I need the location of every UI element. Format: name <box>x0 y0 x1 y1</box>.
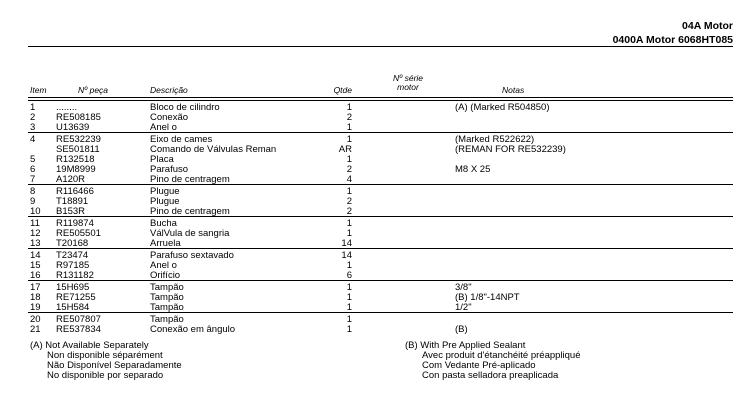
cell-item: 3 <box>30 122 36 133</box>
table-row <box>28 197 733 207</box>
cell-part-number: RE532239 <box>56 134 101 145</box>
cell-part-number: T20168 <box>56 238 89 249</box>
column-header-item: Item <box>30 85 47 95</box>
cell-part-number: ........ <box>56 102 78 113</box>
cell-description: Parafuso sextavado <box>150 250 234 261</box>
cell-description: Parafuso <box>150 164 189 175</box>
cell-part-number: R116466 <box>56 186 94 197</box>
cell-description: Conexão <box>150 112 189 123</box>
cell-item: 19 <box>30 302 41 313</box>
table-row <box>28 219 733 229</box>
legend-sealant <box>405 341 581 381</box>
cell-quantity: 4 <box>346 174 352 185</box>
legend-line: (B) With Pre Applied Sealant <box>405 340 526 351</box>
cell-part-number: 19M8999 <box>56 164 96 175</box>
table-row <box>28 103 733 113</box>
legend-line: Não Disponível Separadamente <box>47 360 182 371</box>
cell-part-number: A120R <box>56 174 86 185</box>
cell-item: 1 <box>30 102 36 113</box>
cell-part-number: RE537834 <box>56 324 101 335</box>
cell-description: Arruela <box>150 238 181 249</box>
cell-description: Conexão em ângulo <box>150 324 236 335</box>
cell-item: 21 <box>30 324 41 335</box>
cell-quantity: 1 <box>346 302 352 313</box>
table-row-group <box>28 216 733 247</box>
cell-part-number: T18891 <box>56 196 89 207</box>
cell-item: 11 <box>30 218 40 229</box>
cell-part-number: R119874 <box>56 218 94 229</box>
column-header-notes: Notas <box>502 85 525 95</box>
cell-quantity: 6 <box>346 270 352 281</box>
cell-item: 6 <box>30 164 36 175</box>
cell-item: 9 <box>30 196 36 207</box>
cell-quantity: 1 <box>346 292 352 303</box>
cell-quantity: 2 <box>346 196 352 207</box>
cell-quantity: 1 <box>346 154 352 165</box>
table-row-group <box>28 280 733 311</box>
cell-description: VálVula de sangria <box>150 228 230 239</box>
cell-description: Comando de Válvulas Reman <box>150 144 277 155</box>
cell-description: Tampão <box>150 292 184 303</box>
cell-part-number: T23474 <box>56 250 89 261</box>
cell-item: 20 <box>30 314 41 325</box>
cell-item: 7 <box>30 174 36 185</box>
cell-description: Pino de centragem <box>150 174 230 185</box>
column-header-quantity: Qtde <box>333 85 352 95</box>
table-row-group <box>28 100 733 131</box>
cell-quantity: 2 <box>346 206 352 217</box>
table-row <box>28 261 733 271</box>
table-row <box>28 293 733 303</box>
cell-notes: (B) 1/8"-14NPT <box>455 292 520 303</box>
cell-item: 13 <box>30 238 41 249</box>
table-row-group <box>28 132 733 183</box>
legend-line: Com Vedante Pré-aplicado <box>422 360 536 371</box>
table-row <box>28 145 733 155</box>
cell-description: Plugue <box>150 196 180 207</box>
cell-part-number: U13639 <box>56 122 90 133</box>
cell-quantity: 1 <box>346 260 352 271</box>
table-row-group <box>28 248 733 279</box>
cell-description: Eixo de cames <box>150 134 213 145</box>
table-row <box>28 325 733 335</box>
table-row <box>28 315 733 325</box>
cell-description: Anel o <box>150 122 177 133</box>
cell-item: 10 <box>30 206 41 217</box>
cell-quantity: 1 <box>346 122 352 133</box>
cell-part-number: 15H695 <box>56 282 90 293</box>
table-header-divider <box>28 97 733 98</box>
cell-part-number: R132518 <box>56 154 95 165</box>
cell-description: Placa <box>150 154 174 165</box>
cell-item: 5 <box>30 154 36 165</box>
cell-item: 4 <box>30 134 36 145</box>
cell-description: Bucha <box>150 218 177 229</box>
cell-description: Plugue <box>150 186 180 197</box>
cell-quantity: 1 <box>346 314 352 325</box>
table-row <box>28 251 733 261</box>
cell-description: Tampão <box>150 302 184 313</box>
table-row <box>28 135 733 145</box>
legend-line: No disponible por separado <box>47 370 164 381</box>
cell-quantity: 14 <box>341 250 352 261</box>
table-row <box>28 187 733 197</box>
cell-quantity: 1 <box>346 282 352 293</box>
cell-item: 14 <box>30 250 41 261</box>
table-row <box>28 283 733 293</box>
cell-item: 17 <box>30 282 41 293</box>
header-section-title: 04A Motor <box>682 20 733 32</box>
cell-description: Bloco de cilindro <box>150 102 220 113</box>
cell-description: Tampão <box>150 314 184 325</box>
cell-quantity: 14 <box>341 238 352 249</box>
cell-item: 8 <box>30 186 36 197</box>
cell-item: 18 <box>30 292 41 303</box>
cell-item: 15 <box>30 260 41 271</box>
table-row-group <box>28 184 733 215</box>
cell-notes: (B) <box>455 324 468 335</box>
legend-line: Avec produit d'étanchéité préappliqué <box>422 350 581 361</box>
table-row <box>28 165 733 175</box>
cell-part-number: SE501811 <box>56 144 100 155</box>
cell-quantity: 1 <box>346 102 352 113</box>
cell-item: 12 <box>30 228 41 239</box>
column-header-description: Descrição <box>150 85 188 95</box>
cell-notes: 3/8" <box>455 282 472 293</box>
table-row <box>28 229 733 239</box>
table-row <box>28 155 733 165</box>
cell-notes: (REMAN FOR RE532239) <box>455 144 566 155</box>
cell-quantity: 1 <box>346 186 352 197</box>
cell-part-number: RE71255 <box>56 292 96 303</box>
cell-quantity: 1 <box>346 218 352 229</box>
cell-quantity: 1 <box>346 228 352 239</box>
cell-quantity: 2 <box>346 112 352 123</box>
column-header-serial-number: Nº série motor <box>392 73 424 92</box>
cell-part-number: R131182 <box>56 270 94 281</box>
cell-part-number: B153R <box>56 206 86 217</box>
header-divider <box>28 46 733 47</box>
cell-item: 2 <box>30 112 36 123</box>
cell-description: Orifício <box>150 270 181 281</box>
cell-quantity: 1 <box>346 324 352 335</box>
legend-not-available <box>30 341 182 381</box>
cell-description: Pino de centragem <box>150 206 230 217</box>
cell-quantity: 2 <box>346 164 352 175</box>
column-header-part-number: Nº peça <box>78 85 109 95</box>
table-row-group <box>28 312 733 333</box>
header-engine-model: 0400A Motor 6068HT085 <box>612 34 733 46</box>
cell-part-number: RE505501 <box>56 228 101 239</box>
legend-line: Con pasta selladora preaplicada <box>422 370 559 381</box>
cell-quantity: 1 <box>346 134 352 145</box>
legend-line: Non disponible séparément <box>47 350 163 361</box>
cell-part-number: 15H584 <box>56 302 90 313</box>
table-row <box>28 113 733 123</box>
cell-notes: (A) (Marked R504850) <box>455 102 550 113</box>
cell-description: Tampão <box>150 282 184 293</box>
cell-description: Anel o <box>150 260 177 271</box>
cell-notes: (Marked R522622) <box>455 134 535 145</box>
cell-item: 16 <box>30 270 41 281</box>
cell-quantity: AR <box>338 144 352 155</box>
cell-part-number: RE508185 <box>56 112 101 123</box>
cell-part-number: RE507807 <box>56 314 101 325</box>
cell-notes: M8 X 25 <box>455 164 491 175</box>
cell-part-number: R97185 <box>56 260 90 271</box>
cell-notes: 1/2" <box>455 302 472 313</box>
legend-line: (A) Not Available Separately <box>30 340 149 351</box>
